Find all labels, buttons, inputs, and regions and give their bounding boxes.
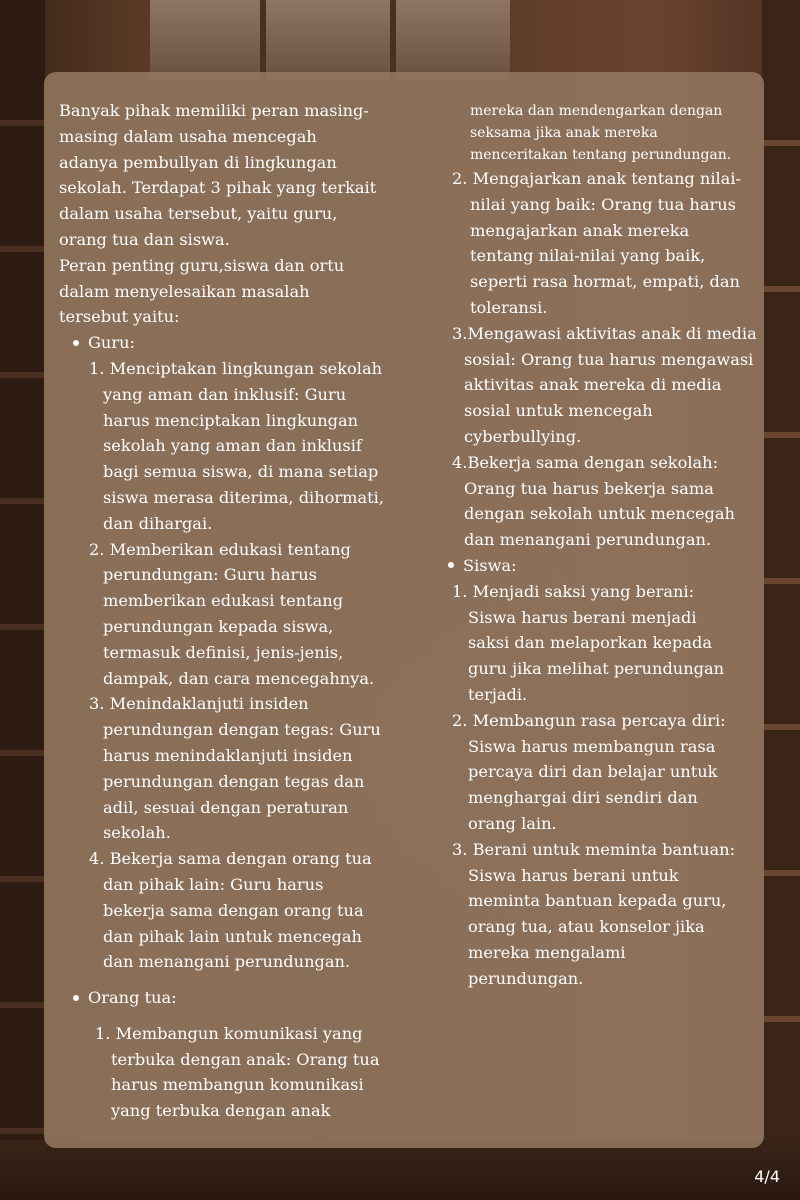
line-text: termasuk definisi, jenis-jenis, — [103, 642, 344, 662]
line-text: 4.Bekerja sama dengan sekolah: — [452, 452, 719, 472]
bullet-icon — [448, 562, 454, 568]
line-text: harus menciptakan lingkungan — [103, 410, 359, 430]
line-text: 1. Menjadi saksi yang berani: — [452, 581, 695, 601]
line-text: 3. Menindaklanjuti insiden — [89, 694, 309, 714]
line-text: adanya pembullyan di lingkungan — [59, 152, 337, 172]
line-text: dalam menyelesaikan masalah — [59, 281, 310, 301]
line-text: percaya diri dan belajar untuk — [468, 762, 718, 782]
line-text: dalam usaha tersebut, yaitu guru, — [59, 204, 338, 224]
text-line — [448, 656, 764, 682]
text-line — [448, 501, 764, 527]
text-line — [59, 382, 389, 408]
text-line — [448, 888, 764, 914]
line-text: dengan sekolah untuk mencegah — [464, 504, 735, 524]
line-text: seperti rasa hormat, empati, dan — [470, 272, 740, 292]
line-text: meminta bantuan kepada guru, — [468, 891, 727, 911]
text-line — [448, 579, 764, 605]
line-text: siswa merasa diterima, dihormati, — [103, 487, 384, 507]
text-line — [448, 295, 764, 321]
line-text: yang aman dan inklusif: Guru — [103, 384, 347, 404]
text-line — [448, 966, 764, 992]
text-line — [59, 304, 389, 330]
page-number: 4/4 — [754, 1167, 780, 1186]
text-line — [59, 717, 389, 743]
line-text: harus menindaklanjuti insiden — [103, 745, 353, 765]
text-line — [59, 485, 389, 511]
line-text: sekolah. Terdapat 3 pihak yang terkait — [59, 178, 377, 198]
text-line — [59, 795, 389, 821]
text-line — [59, 666, 389, 692]
line-text: dan dihargai. — [103, 513, 213, 533]
text-line — [448, 527, 764, 553]
line-text: sekolah. — [103, 823, 171, 843]
bullet-icon — [73, 340, 79, 346]
line-text: orang tua dan siswa. — [59, 229, 230, 249]
line-text: guru jika melihat perundungan — [468, 659, 725, 679]
text-line — [59, 459, 389, 485]
background-window — [150, 0, 510, 80]
text-line — [59, 691, 389, 717]
text-line — [448, 759, 764, 785]
text-line — [448, 192, 764, 218]
text-line — [448, 785, 764, 811]
text-line — [59, 201, 389, 227]
line-text: mereka mengalami — [468, 942, 626, 962]
line-text: bagi semua siswa, di mana setiap — [103, 462, 379, 482]
line-text: Banyak pihak memiliki peran masing- — [59, 101, 369, 120]
text-line — [59, 511, 389, 537]
line-text: perundungan dengan tegas dan — [103, 771, 365, 791]
text-line — [448, 837, 764, 863]
line-text: Siswa harus berani menjadi — [468, 607, 697, 627]
line-text: harus membangun komunikasi — [111, 1075, 364, 1095]
line-text: 3.Mengawasi aktivitas anak di media — [452, 323, 757, 343]
text-line — [59, 743, 389, 769]
text-line — [448, 122, 764, 144]
line-text: masing dalam usaha mencegah — [59, 126, 317, 146]
line-text: seksama jika anak mereka — [470, 125, 658, 141]
line-text: dan pihak lain untuk mencegah — [103, 926, 362, 946]
text-line — [59, 769, 389, 795]
line-text: dan menangani perundungan. — [103, 952, 351, 972]
text-panel — [44, 72, 764, 1148]
background-bookshelf-left — [0, 0, 45, 1200]
spacer — [59, 975, 389, 985]
line-text: memberikan edukasi tentang — [103, 591, 344, 611]
line-text: 1. Membangun komunikasi yang — [95, 1023, 363, 1043]
line-text: Guru: — [88, 333, 135, 353]
line-text: orang lain. — [468, 813, 557, 833]
text-line — [59, 872, 389, 898]
line-text: sekolah yang aman dan inklusif — [103, 436, 362, 456]
text-line — [59, 1047, 389, 1073]
text-line — [59, 408, 389, 434]
text-line — [448, 605, 764, 631]
text-line — [59, 279, 389, 305]
text-line — [59, 898, 389, 924]
text-line — [59, 537, 389, 563]
text-line — [59, 949, 389, 975]
text-line — [448, 450, 764, 476]
text-line — [448, 269, 764, 295]
bullet-icon — [73, 995, 79, 1001]
line-text: Siswa harus berani untuk — [468, 865, 679, 885]
text-line — [59, 356, 389, 382]
text-line — [448, 708, 764, 734]
text-line — [59, 227, 389, 253]
line-text: dan menangani perundungan. — [464, 530, 712, 550]
line-text: menceritakan tentang perundungan. — [470, 147, 732, 163]
text-line — [59, 588, 389, 614]
text-line — [448, 682, 764, 708]
text-line — [59, 433, 389, 459]
text-line — [448, 424, 764, 450]
bullet-heading — [448, 553, 764, 579]
line-text: mereka dan mendengarkan dengan — [470, 103, 723, 119]
text-line — [448, 734, 764, 760]
line-text: Peran penting guru,siswa dan ortu — [59, 255, 345, 275]
right-column — [448, 100, 764, 992]
text-line — [448, 166, 764, 192]
line-text: sosial: Orang tua harus mengawasi — [464, 349, 754, 369]
text-line — [59, 924, 389, 950]
text-line — [59, 562, 389, 588]
line-text: 2. Membangun rasa percaya diri: — [452, 710, 726, 730]
text-line — [448, 398, 764, 424]
text-line — [448, 321, 764, 347]
text-line — [59, 820, 389, 846]
left-column — [59, 98, 389, 1124]
text-line — [59, 150, 389, 176]
text-line — [448, 243, 764, 269]
text-line — [448, 863, 764, 889]
line-text: 2. Mengajarkan anak tentang nilai- — [452, 169, 741, 188]
background-floor — [0, 1140, 800, 1200]
line-text: saksi dan melaporkan kepada — [468, 633, 713, 653]
line-text: sosial untuk mencegah — [464, 401, 653, 421]
text-line — [448, 630, 764, 656]
background-bookshelf-right — [762, 0, 800, 1200]
text-line — [448, 914, 764, 940]
text-line — [448, 940, 764, 966]
line-text: bekerja sama dengan orang tua — [103, 900, 364, 920]
text-line — [448, 372, 764, 398]
line-text: perundungan kepada siswa, — [103, 616, 334, 636]
line-text: toleransi. — [470, 297, 548, 317]
line-text: dan pihak lain: Guru harus — [103, 874, 324, 894]
line-text: dampak, dan cara mencegahnya. — [103, 668, 375, 688]
line-text: Siswa: — [463, 555, 517, 575]
text-line — [59, 124, 389, 150]
text-line — [59, 1072, 389, 1098]
line-text: tentang nilai-nilai yang baik, — [470, 246, 706, 266]
line-text: terbuka dengan anak: Orang tua — [111, 1049, 380, 1069]
text-line — [448, 811, 764, 837]
text-line — [448, 476, 764, 502]
line-text: 4. Bekerja sama dengan orang tua — [89, 849, 372, 869]
line-text: mengajarkan anak mereka — [470, 220, 690, 240]
text-line — [59, 846, 389, 872]
line-text: perundungan dengan tegas: Guru — [103, 720, 381, 740]
line-text: tersebut yaitu: — [59, 307, 180, 327]
text-line — [59, 253, 389, 279]
line-text: Orang tua harus bekerja sama — [464, 478, 714, 498]
text-line — [448, 347, 764, 373]
line-text: perundungan. — [468, 968, 584, 988]
line-text: Siswa harus membangun rasa — [468, 736, 716, 756]
line-text: aktivitas anak mereka di media — [464, 375, 722, 395]
bullet-heading — [59, 330, 389, 356]
line-text: menghargai diri sendiri dan — [468, 788, 698, 808]
text-line — [59, 1021, 389, 1047]
line-text: nilai yang baik: Orang tua harus — [470, 194, 736, 214]
text-line — [59, 175, 389, 201]
text-line — [59, 640, 389, 666]
bullet-heading — [59, 985, 389, 1011]
line-text: perundungan: Guru harus — [103, 565, 317, 585]
text-line — [59, 1098, 389, 1124]
line-text: 2. Memberikan edukasi tentang — [89, 539, 351, 559]
line-text: cyberbullying. — [464, 426, 582, 446]
text-line — [448, 144, 764, 166]
line-text: yang terbuka dengan anak — [111, 1101, 331, 1121]
line-text: Orang tua: — [88, 988, 177, 1008]
line-text: 1. Menciptakan lingkungan sekolah — [89, 358, 383, 378]
text-line — [448, 100, 764, 122]
line-text: 3. Berani untuk meminta bantuan: — [452, 839, 736, 859]
line-text: terjadi. — [468, 684, 528, 704]
line-text: orang tua, atau konselor jika — [468, 917, 705, 937]
text-line — [448, 218, 764, 244]
text-line — [59, 98, 389, 124]
text-line — [59, 614, 389, 640]
spacer — [59, 1011, 389, 1021]
line-text: adil, sesuai dengan peraturan — [103, 797, 349, 817]
